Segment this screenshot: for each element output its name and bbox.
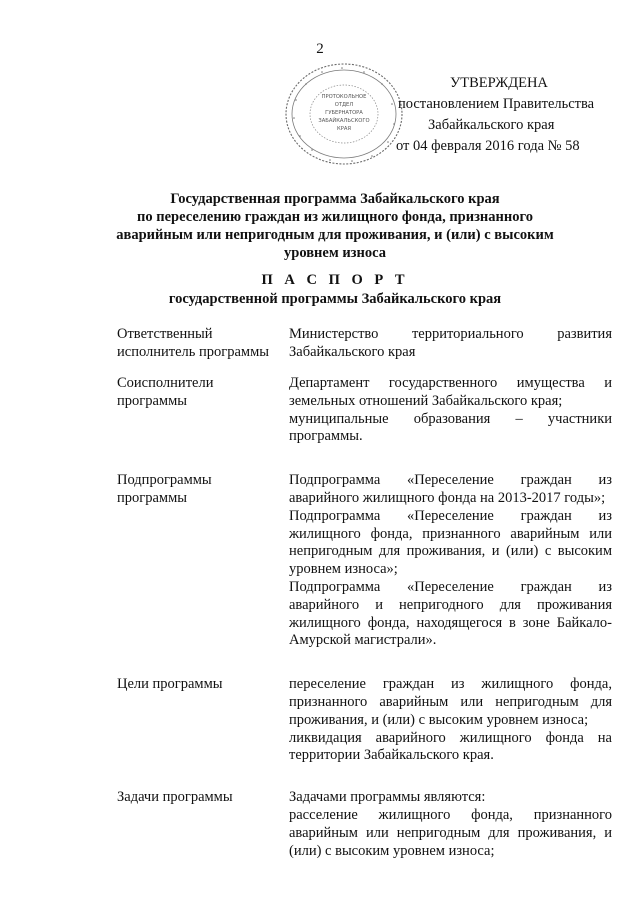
value-paragraph: Министерство территориального развития Забайкальского края — [289, 326, 612, 360]
passport-heading: П А С П О Р Т — [261, 272, 409, 288]
row-value — [289, 326, 612, 375]
value-paragraph: Подпрограмма «Переселение граждан из жилищного фонда, признанного аварийным или непригодным для проживания, и (или) с высоким уровнем износа»; — [289, 507, 612, 578]
value-paragraph: Подпрограмма «Переселение граждан из аварийного и непригодного для проживания жилищного фонда, находящегося в зоне Байкало-Амурской магистрали». — [289, 578, 612, 649]
label-line: Задачи программы — [117, 789, 233, 806]
passport-heading-block — [70, 271, 600, 309]
value-paragraph: переселение граждан из жилищного фонда, признанного аварийным или непригодным для проживания, и (или) с высоким уровнем износа; — [289, 676, 612, 728]
seal-line-1: ПРОТОКОЛЬНОЕ — [321, 94, 367, 100]
title-line: уровнем износа — [284, 245, 386, 261]
row-label — [117, 375, 289, 446]
title-line: Государственная программа Забайкальского края — [170, 191, 500, 207]
row-label — [117, 789, 289, 860]
seal-line-4: ЗАБАЙКАЛЬСКОГО — [318, 118, 370, 124]
label-line: программы — [117, 489, 187, 506]
passport-row-coexecutors — [117, 375, 612, 446]
approval-line-3: от 04 февраля 2016 года № 58 — [396, 138, 580, 154]
label-line: Подпрограммы — [117, 472, 212, 489]
page-number: 2 — [316, 41, 324, 57]
label-line: Цели программы — [117, 676, 223, 693]
row-label — [117, 472, 289, 650]
title-line: по переселению граждан из жилищного фонда, признанного — [137, 209, 533, 225]
approval-block — [392, 73, 620, 157]
value-paragraph: муниципальные образования – участники программы. — [289, 410, 612, 445]
passport-row-goals — [117, 676, 612, 765]
approval-title: УТВЕРЖДЕНА — [450, 75, 548, 91]
value-paragraph: расселение жилищного фонда, признанного аварийным или непригодным для проживания, и (или) с высоким уровнем износа; — [289, 806, 612, 859]
label-line: программы — [117, 392, 187, 409]
passport-table — [117, 326, 612, 860]
row-value — [289, 375, 612, 446]
seal-line-5: КРАЯ — [337, 126, 351, 132]
seal-line-3: ГУБЕРНАТОРА — [325, 110, 363, 116]
value-paragraph: ликвидация аварийного жилищного фонда на территории Забайкальского края. — [289, 729, 612, 764]
passport-row-responsible — [117, 326, 612, 375]
document-title — [70, 190, 600, 262]
value-paragraph: Департамент государственного имущества и земельных отношений Забайкальского края; — [289, 375, 612, 409]
value-paragraph: Подпрограмма «Переселение граждан из аварийного жилищного фонда на 2013-2017 годы»; — [289, 472, 612, 506]
value-paragraph: Задачами программы являются: — [289, 789, 486, 806]
label-line: Ответственный — [117, 326, 213, 342]
seal-icon — [282, 60, 410, 170]
seal-line-2: ОТДЕЛ — [334, 102, 354, 108]
title-line: аварийным или непригодным для проживания, и (или) с высоким — [116, 227, 554, 243]
label-line: исполнитель программы — [117, 343, 270, 360]
row-value — [289, 472, 612, 650]
row-label — [117, 676, 289, 765]
row-label — [117, 326, 289, 375]
label-line: Соисполнители — [117, 375, 214, 391]
approval-line-1: постановлением Правительства — [398, 96, 595, 112]
row-value — [289, 676, 612, 765]
passport-row-tasks — [117, 789, 612, 860]
row-value — [289, 789, 612, 860]
official-seal-stamp — [282, 60, 410, 170]
passport-subheading: государственной программы Забайкальского края — [168, 291, 502, 307]
approval-line-2: Забайкальского края — [428, 117, 555, 133]
passport-row-subprograms — [117, 472, 612, 650]
